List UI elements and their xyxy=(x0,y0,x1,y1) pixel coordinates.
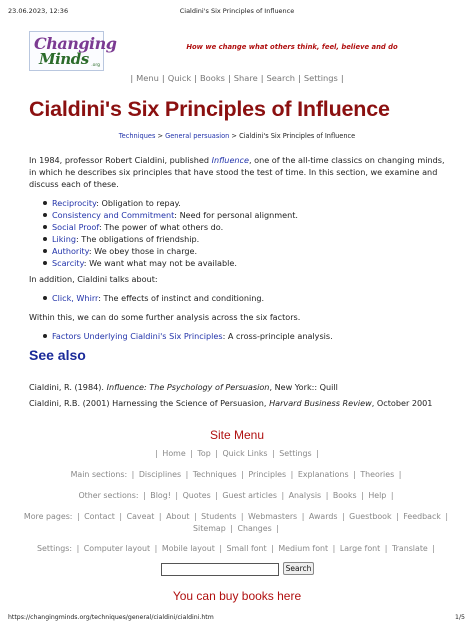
ref1-publisher: , New York:: Quill xyxy=(269,382,338,392)
see-also-heading: See also xyxy=(29,347,86,363)
logo-word-org: .org xyxy=(91,63,100,68)
intro-text-rest: , one of the all-time classics on changing minds, in which he describes six principles that have stood the test of time. In this section, we examine and discuss each of these. xyxy=(29,155,445,190)
principle-desc: : Obligation to repay. xyxy=(96,198,181,208)
menu-quotes[interactable]: Quotes xyxy=(182,491,211,500)
menu-analysis[interactable]: Analysis xyxy=(288,491,322,500)
breadcrumb-general-persuasion[interactable]: General persuasion xyxy=(165,132,230,140)
principle-desc: : Need for personal alignment. xyxy=(174,210,298,220)
menu-sitemap[interactable]: Sitemap xyxy=(193,523,226,533)
print-footer xyxy=(0,614,474,624)
menu-settings[interactable]: Settings xyxy=(279,449,312,458)
menu-contact[interactable]: Contact xyxy=(84,512,115,521)
principle-desc: : The power of what others do. xyxy=(98,222,224,232)
search-input[interactable] xyxy=(161,563,279,576)
site-tagline: How we change what others think, feel, believe and do xyxy=(186,43,398,51)
in-addition-text: In addition, Cialdini talks about: xyxy=(29,274,158,284)
list-item xyxy=(42,292,442,304)
nav-books[interactable]: Books xyxy=(199,73,225,83)
principle-desc: : The obligations of friendship. xyxy=(75,234,200,244)
logo-word-changing: Changing xyxy=(34,34,117,53)
nav-share[interactable]: Share xyxy=(233,73,258,83)
site-menu-settings: Settings: | Computer layout | Mobile layout | Small font | Medium font | Large font | Translate | xyxy=(37,544,435,553)
menu-small-font[interactable]: Small font xyxy=(226,544,267,553)
breadcrumb-techniques[interactable]: Techniques xyxy=(118,132,156,140)
list-item xyxy=(42,257,442,269)
breadcrumb-separator: > xyxy=(157,132,164,140)
menu-principles[interactable]: Principles xyxy=(248,470,287,479)
menu-large-font[interactable]: Large font xyxy=(339,544,381,553)
principle-link-reciprocity[interactable]: Reciprocity xyxy=(52,198,97,208)
extra-list xyxy=(42,292,442,304)
nav-quick[interactable]: Quick xyxy=(167,73,192,83)
site-menu-other-sections: Other sections: | Blog! | Quotes | Guest articles | Analysis | Books | Help | xyxy=(78,491,394,500)
menu-webmasters[interactable]: Webmasters xyxy=(248,512,298,521)
page-title: Cialdini's Six Principles of Influence xyxy=(29,97,390,121)
further-desc: : A cross-principle analysis. xyxy=(222,331,333,341)
breadcrumb-current: Cialdini's Six Principles of Influence xyxy=(239,132,356,140)
menu-about[interactable]: About xyxy=(166,512,190,521)
list-item xyxy=(42,209,442,221)
menu-mobile-layout[interactable]: Mobile layout xyxy=(161,544,215,553)
site-menu-more-pages: More pages: | Contact | Caveat | About | Students | Webmasters | Awards | Guestbook | Feedback | Sitemap | Changes | xyxy=(23,512,449,533)
top-nav: | Menu | Quick | Books | Share | Search | Settings | xyxy=(130,73,344,83)
menu-books[interactable]: Books xyxy=(332,491,357,500)
nav-settings[interactable]: Settings xyxy=(303,73,338,83)
reference-1 xyxy=(29,381,449,393)
breadcrumb-separator: > xyxy=(231,132,237,140)
search-button[interactable]: Search xyxy=(283,562,314,575)
list-item xyxy=(42,221,442,233)
more-pages-label: More pages: xyxy=(23,512,73,521)
intro-text: In 1984, professor Robert Cialdini, published xyxy=(29,155,212,165)
factors-underlying-link[interactable]: Factors Underlying Cialdini's Six Principles xyxy=(52,331,223,341)
menu-guest-articles[interactable]: Guest articles xyxy=(222,491,277,500)
ref2-journal: Harvard Business Review xyxy=(269,398,372,408)
principle-desc: : We want what may not be available. xyxy=(83,258,237,268)
nav-search[interactable]: Search xyxy=(266,73,296,83)
ref1-text: Cialdini, R. (1984). xyxy=(29,382,107,392)
within-this-text: Within this, we can do some further analysis across the six factors. xyxy=(29,312,301,322)
print-page-number: 1/5 xyxy=(455,614,465,621)
menu-changes[interactable]: Changes xyxy=(237,523,272,533)
settings-label: Settings: xyxy=(37,544,73,553)
menu-caveat[interactable]: Caveat xyxy=(126,512,155,521)
principle-desc: : We obey those in charge. xyxy=(88,246,198,256)
other-sections-label: Other sections: xyxy=(78,491,139,500)
print-title: Cialdini's Six Principles of Influence xyxy=(179,7,295,15)
list-item xyxy=(42,245,442,257)
nav-menu[interactable]: Menu xyxy=(136,73,159,83)
further-list xyxy=(42,330,442,342)
ref2-date: , October 2001 xyxy=(371,398,433,408)
menu-feedback[interactable]: Feedback xyxy=(403,512,441,521)
extra-desc: : The effects of instinct and conditioning. xyxy=(98,293,265,303)
print-url: https://changingminds.org/techniques/general/cialdini/cialdini.htm xyxy=(8,614,214,621)
menu-techniques[interactable]: Techniques xyxy=(192,470,237,479)
list-item xyxy=(42,330,442,342)
print-header xyxy=(0,7,474,19)
principle-link-consistency[interactable]: Consistency and Commitment xyxy=(52,210,175,220)
menu-explanations[interactable]: Explanations xyxy=(297,470,349,479)
menu-home[interactable]: Home xyxy=(162,449,186,458)
principle-link-authority[interactable]: Authority xyxy=(52,246,89,256)
principle-link-scarcity[interactable]: Scarcity xyxy=(52,258,84,268)
click-whirr-link[interactable]: Click, Whirr xyxy=(52,293,99,303)
menu-translate[interactable]: Translate xyxy=(391,544,428,553)
list-item xyxy=(42,197,442,209)
menu-top[interactable]: Top xyxy=(197,449,211,458)
site-menu-title: Site Menu xyxy=(209,428,265,442)
principles-list xyxy=(42,197,442,269)
principle-link-social-proof[interactable]: Social Proof xyxy=(52,222,99,232)
breadcrumb xyxy=(0,132,474,140)
menu-computer-layout[interactable]: Computer layout xyxy=(83,544,151,553)
main-sections-label: Main sections: xyxy=(70,470,128,479)
menu-medium-font[interactable]: Medium font xyxy=(278,544,329,553)
site-logo[interactable] xyxy=(29,31,117,71)
print-datetime: 23.06.2023, 12:36 xyxy=(8,7,69,15)
ref1-book-title: Influence: The Psychology of Persuasion xyxy=(106,382,270,392)
site-menu-row-home: | Home | Top | Quick Links | Settings | xyxy=(155,449,319,458)
influence-link[interactable] xyxy=(212,155,249,165)
menu-disciplines[interactable]: Disciplines xyxy=(138,470,182,479)
principle-link-liking[interactable]: Liking xyxy=(52,234,76,244)
buy-books-link[interactable]: You can buy books here xyxy=(172,589,302,603)
menu-guestbook[interactable]: Guestbook xyxy=(349,512,392,521)
list-item xyxy=(42,233,442,245)
logo-word-minds: Minds xyxy=(39,50,89,68)
influence-link-label: Influence xyxy=(211,155,249,165)
menu-quick-links[interactable]: Quick Links xyxy=(222,449,268,458)
menu-blog[interactable]: Blog! xyxy=(150,491,171,500)
intro-paragraph xyxy=(29,154,449,191)
menu-help[interactable]: Help xyxy=(368,491,387,500)
reference-2 xyxy=(29,397,449,409)
site-menu-main-sections: Main sections: | Disciplines | Techniques | Principles | Explanations | Theories | xyxy=(70,470,402,479)
menu-awards[interactable]: Awards xyxy=(308,512,338,521)
menu-theories[interactable]: Theories xyxy=(360,470,395,479)
menu-students[interactable]: Students xyxy=(201,512,237,521)
ref2-text: Cialdini, R.B. (2001) Harnessing the Science of Persuasion, xyxy=(29,398,270,408)
